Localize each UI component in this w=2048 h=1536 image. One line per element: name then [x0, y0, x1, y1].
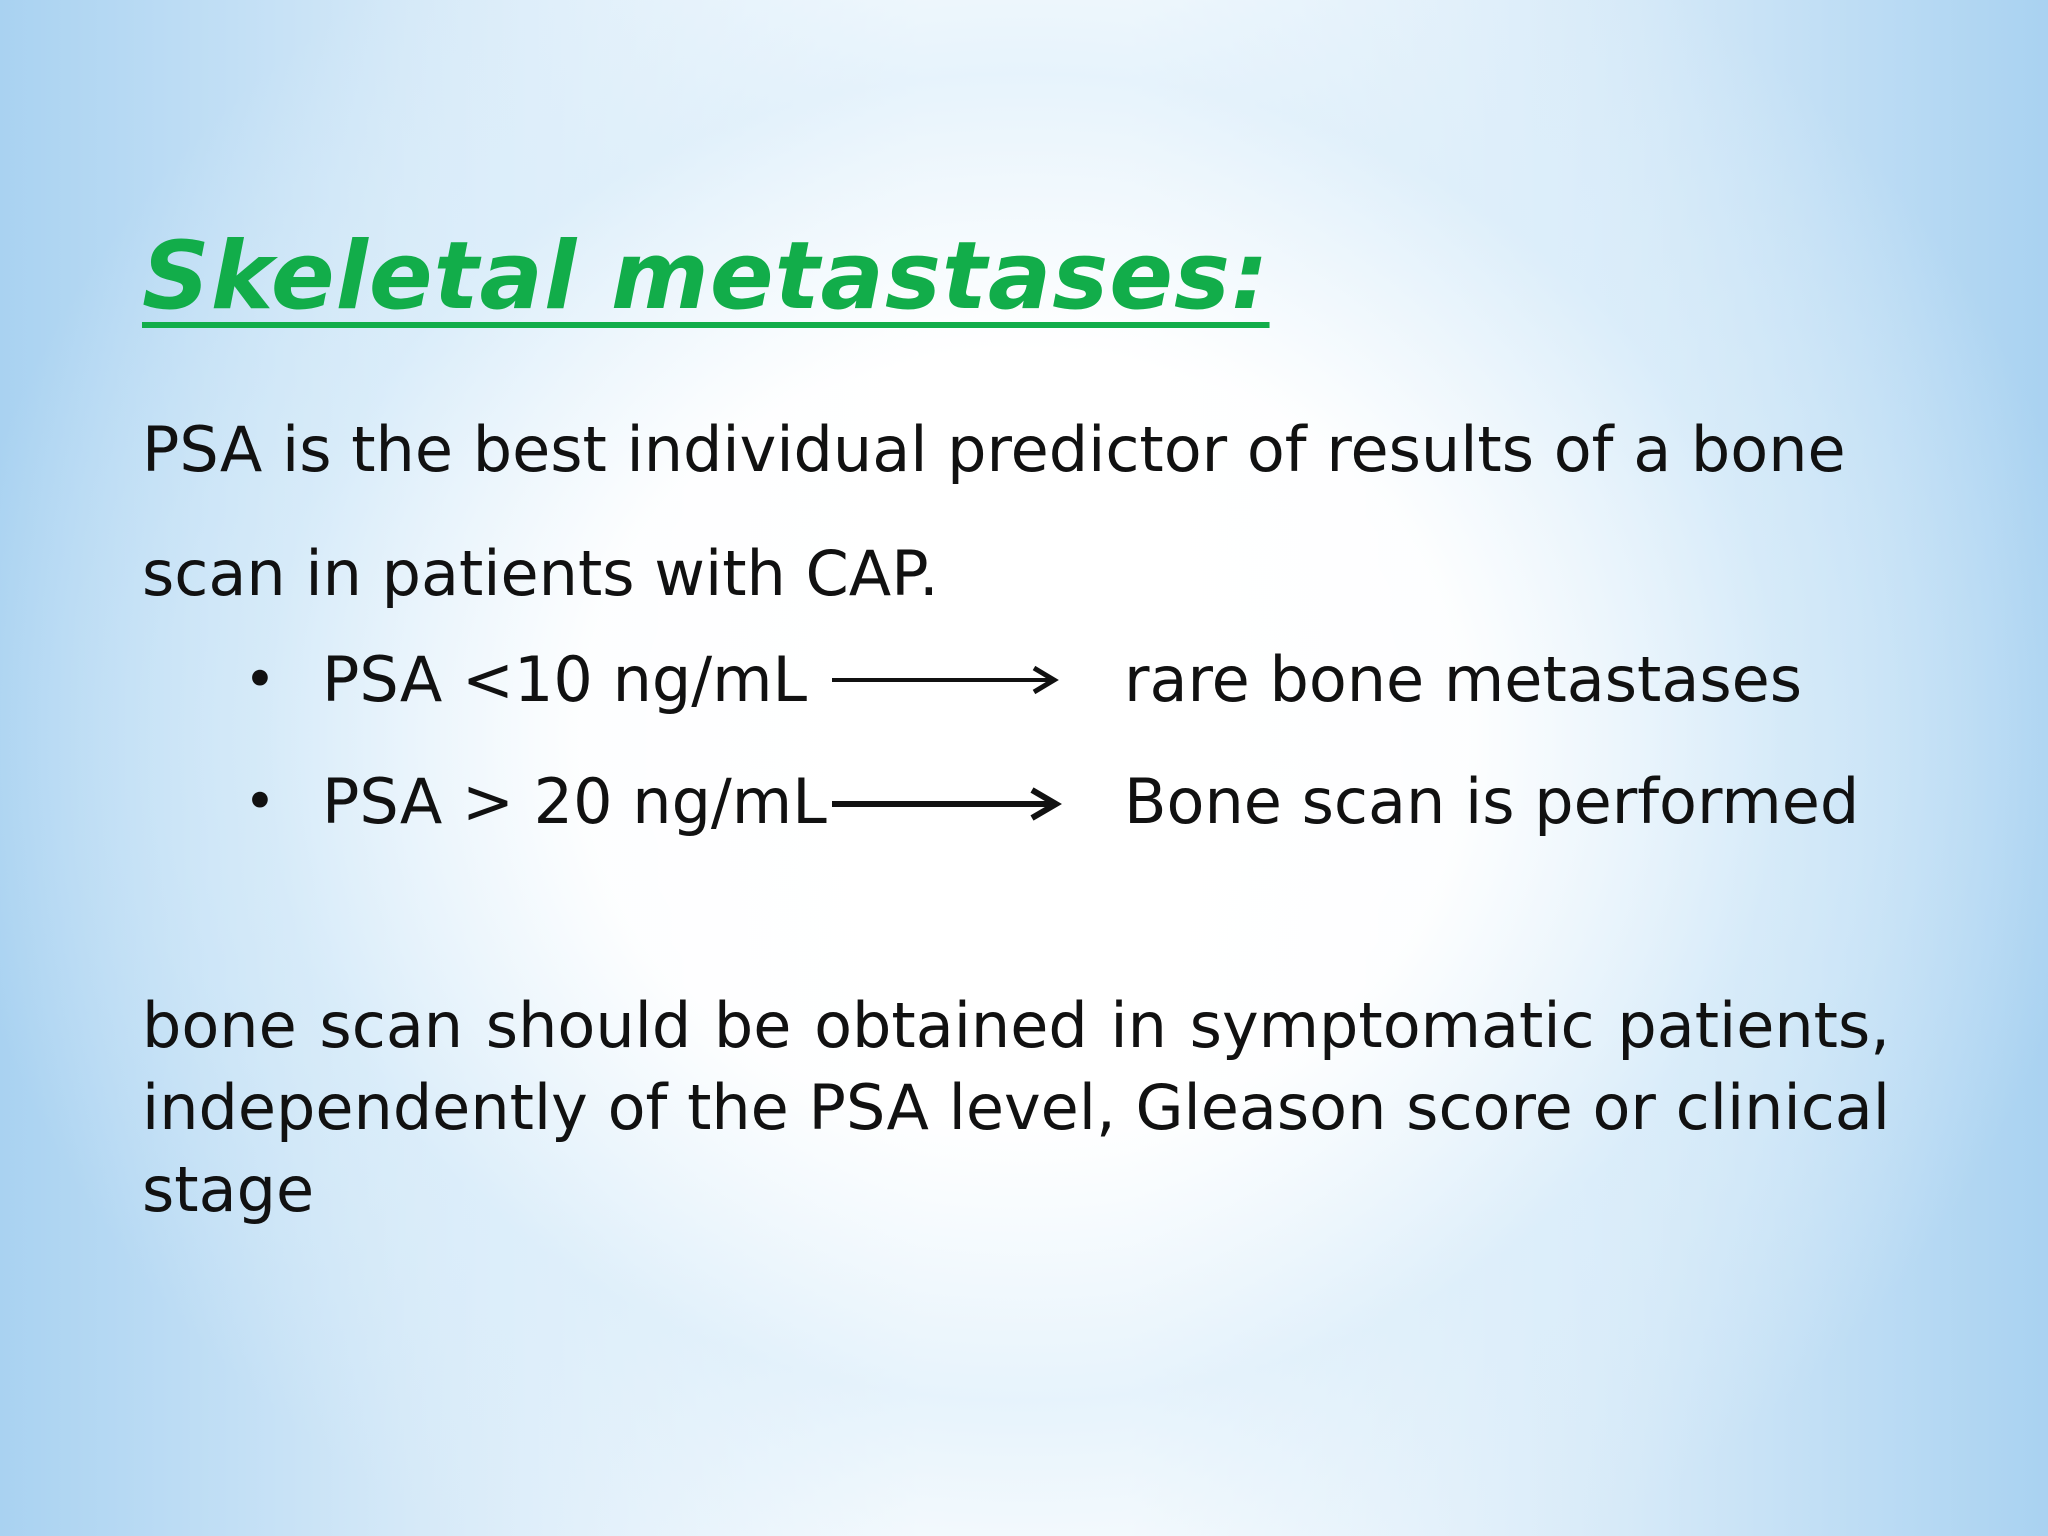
right-arrow-icon [830, 660, 1062, 700]
bullet-marker: • [244, 648, 276, 711]
right-arrow-icon [830, 784, 1062, 824]
conclusion-paragraph: bone scan should be obtained in symptomatic patients, independently of the PSA level, Gleason score or clinical stage [142, 989, 1890, 1226]
bullet-condition: PSA <10 ng/mL [322, 643, 808, 716]
bullet-result: rare bone metastases [1124, 643, 1803, 716]
bullet-marker: • [244, 770, 276, 833]
bullet-item [244, 640, 1804, 720]
bullet-result: Bone scan is performed [1124, 765, 1860, 838]
bullet-item [244, 762, 1860, 842]
intro-paragraph [142, 388, 1922, 636]
slide-title: Skeletal metastases: [142, 222, 1270, 331]
intro-line-2: scan in patients with CAP. [142, 537, 939, 610]
intro-line-1: PSA is the best individual predictor of results of a bone [142, 413, 1846, 486]
bullet-condition: PSA > 20 ng/mL [322, 765, 827, 838]
